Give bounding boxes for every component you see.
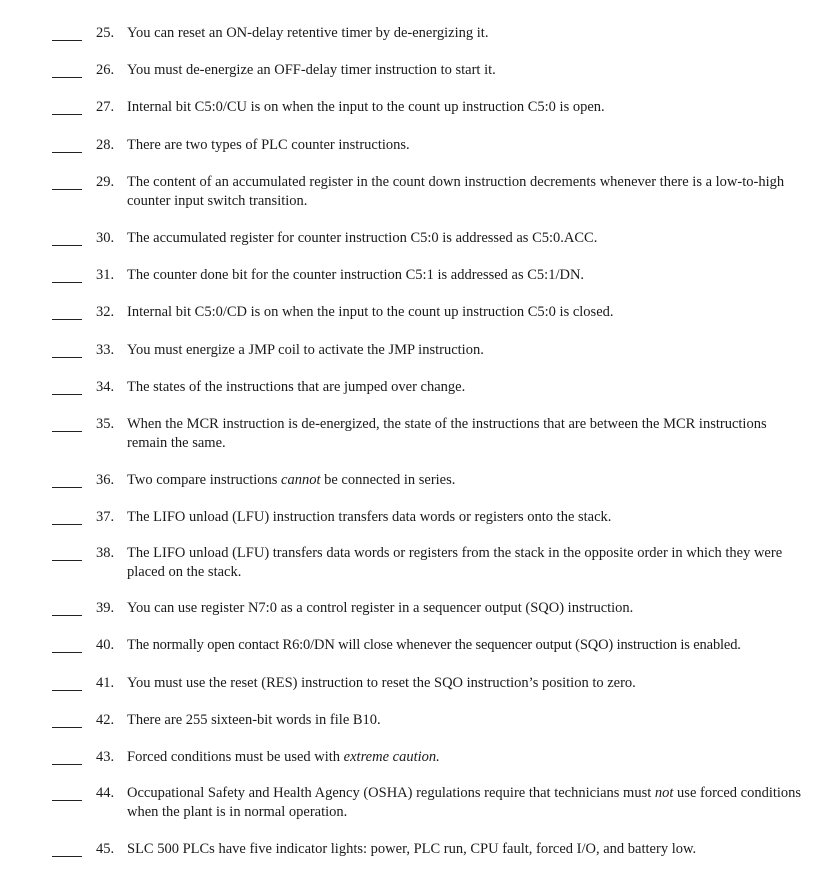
question-text: Internal bit C5:0/CD is on when the input to the count up instruction C5:0 is closed.: [127, 304, 614, 320]
emphasis-text: cannot: [281, 472, 321, 488]
question-number: 38.: [96, 545, 115, 561]
answer-blank[interactable]: [52, 524, 82, 525]
answer-blank[interactable]: [52, 652, 82, 653]
question-text: SLC 500 PLCs have five indicator lights: power, PLC run, CPU fault, forced I/O, and battery low.: [127, 841, 697, 857]
question-text: The states of the instructions that are jumped over change.: [127, 379, 466, 395]
answer-blank[interactable]: [52, 357, 82, 358]
question-number: 26.: [96, 62, 115, 78]
question-number: 34.: [96, 379, 115, 395]
question-number: 39.: [96, 600, 115, 616]
answer-blank[interactable]: [52, 690, 82, 691]
question-number: 29.: [96, 174, 115, 190]
question-text: The counter done bit for the counter instruction C5:1 is addressed as C5:1/DN.: [127, 267, 585, 283]
question-number: 41.: [96, 675, 115, 691]
question-number: 43.: [96, 749, 115, 765]
answer-blank[interactable]: [52, 560, 82, 561]
question-number: 44.: [96, 785, 115, 801]
answer-blank[interactable]: [52, 764, 82, 765]
question-text-part: be connected in series.: [320, 472, 456, 488]
question-text: You must use the reset (RES) instruction to reset the SQO instruction’s position to zero.: [127, 675, 636, 691]
answer-blank[interactable]: [52, 245, 82, 246]
question-text: You can use register N7:0 as a control register in a sequencer output (SQO) instruction.: [127, 600, 634, 616]
question-text: The LIFO unload (LFU) transfers data words or registers from the stack in the opposite order in which they were placed on the stack.: [127, 545, 783, 580]
question-text: You can reset an ON-delay retentive timer by de-energizing it.: [127, 25, 489, 41]
question-text: You must energize a JMP coil to activate the JMP instruction.: [127, 342, 484, 358]
answer-blank[interactable]: [52, 615, 82, 616]
emphasis-text: extreme caution.: [343, 749, 440, 765]
question-text-part: Two compare instructions: [127, 472, 282, 488]
question-number: 45.: [96, 841, 115, 857]
question-text: [127, 748, 802, 767]
question-text: [127, 784, 802, 822]
answer-blank[interactable]: [52, 727, 82, 728]
answer-blank[interactable]: [52, 431, 82, 432]
question-text: Internal bit C5:0/CU is on when the input to the count up instruction C5:0 is open.: [127, 99, 605, 115]
question-number: 35.: [96, 416, 115, 432]
question-number: 28.: [96, 137, 115, 153]
question-text-part: Forced conditions must be used with: [127, 749, 344, 765]
question-text: You must de-energize an OFF-delay timer instruction to start it.: [127, 62, 496, 78]
question-text: There are 255 sixteen-bit words in file B10.: [127, 712, 381, 728]
question-number: 37.: [96, 509, 115, 525]
answer-blank[interactable]: [52, 394, 82, 395]
answer-blank[interactable]: [52, 282, 82, 283]
question-text: The LIFO unload (LFU) instruction transfers data words or registers onto the stack.: [127, 509, 612, 525]
question-number: 40.: [96, 637, 115, 653]
question-text: The accumulated register for counter instruction C5:0 is addressed as C5:0.ACC.: [127, 230, 598, 246]
question-number: 30.: [96, 230, 115, 246]
answer-blank[interactable]: [52, 800, 82, 801]
answer-blank[interactable]: [52, 40, 82, 41]
question-number: 25.: [96, 25, 115, 41]
question-text: There are two types of PLC counter instructions.: [127, 137, 410, 153]
answer-blank[interactable]: [52, 856, 82, 857]
emphasis-text: not: [654, 785, 674, 801]
answer-blank[interactable]: [52, 152, 82, 153]
question-number: 33.: [96, 342, 115, 358]
question-text: The content of an accumulated register in the count down instruction decrements whenever there is a low-to-high counter input switch transition.: [127, 174, 785, 209]
question-text: The normally open contact R6:0/DN will close whenever the sequencer output (SQO) instruction is enabled.: [127, 637, 741, 653]
question-text-part: Occupational Safety and Health Agency (OSHA) regulations require that technicians must: [127, 785, 655, 801]
question-number: 27.: [96, 99, 115, 115]
question-text: [127, 471, 802, 490]
question-text: When the MCR instruction is de-energized, the state of the instructions that are between the MCR instructions remain the same.: [127, 416, 767, 451]
answer-blank[interactable]: [52, 319, 82, 320]
answer-blank[interactable]: [52, 114, 82, 115]
question-text-part: use forced conditions when the plant is in normal operation.: [127, 785, 802, 820]
question-number: 31.: [96, 267, 115, 283]
answer-blank[interactable]: [52, 487, 82, 488]
answer-blank[interactable]: [52, 189, 82, 190]
question-number: 42.: [96, 712, 115, 728]
question-number: 36.: [96, 472, 115, 488]
question-number: 32.: [96, 304, 115, 320]
answer-blank[interactable]: [52, 77, 82, 78]
